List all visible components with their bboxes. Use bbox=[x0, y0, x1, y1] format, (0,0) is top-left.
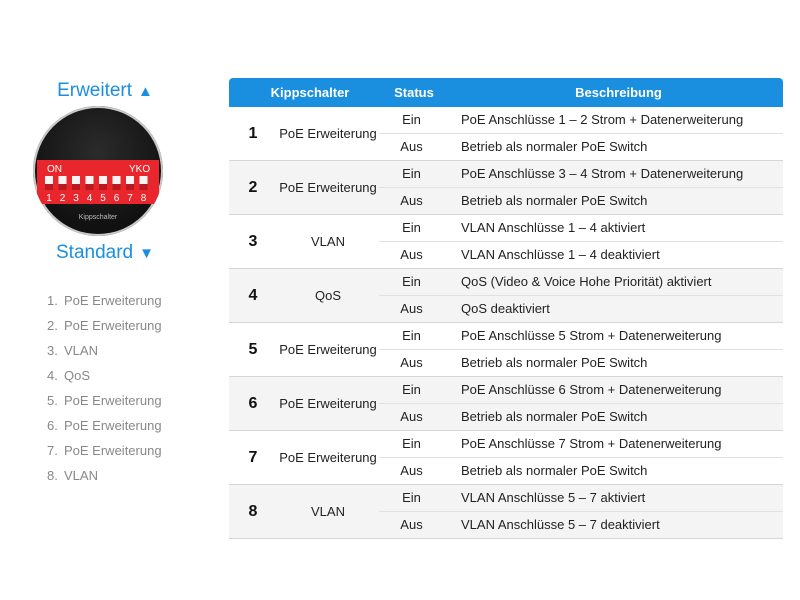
row-off bbox=[379, 296, 783, 322]
switch-number: 1 bbox=[248, 125, 258, 142]
left-panel bbox=[0, 0, 210, 600]
row-on bbox=[379, 107, 783, 134]
switch-number: 8 bbox=[248, 503, 258, 520]
status-off: Aus bbox=[400, 409, 423, 424]
feature-number: 3. bbox=[47, 343, 58, 358]
feature-label: PoE Erweiterung bbox=[64, 293, 162, 308]
row-off bbox=[379, 350, 783, 376]
status-on: Ein bbox=[402, 166, 421, 181]
description-off: VLAN Anschlüsse 5 – 7 deaktiviert bbox=[461, 517, 660, 532]
dip-number: 5 bbox=[100, 193, 106, 204]
switch-function: PoE Erweiterung bbox=[279, 450, 377, 465]
row-on bbox=[379, 269, 783, 296]
switch-number: 4 bbox=[248, 287, 258, 304]
feature-label: PoE Erweiterung bbox=[64, 443, 162, 458]
table-row bbox=[229, 377, 783, 431]
feature-list bbox=[47, 292, 162, 492]
table-row bbox=[229, 323, 783, 377]
status-off: Aus bbox=[400, 355, 423, 370]
feature-list-item bbox=[47, 392, 162, 417]
mode-extended-text: Erweitert bbox=[57, 80, 133, 101]
status-off: Aus bbox=[400, 139, 423, 154]
row-off bbox=[379, 242, 783, 268]
header-status: Status bbox=[394, 85, 434, 100]
row-on bbox=[379, 431, 783, 458]
feature-number: 1. bbox=[47, 293, 58, 308]
feature-list-item bbox=[47, 317, 162, 342]
row-off bbox=[379, 404, 783, 430]
dip-number: 6 bbox=[113, 193, 120, 204]
feature-list-item bbox=[47, 442, 162, 467]
dip-knob bbox=[45, 176, 53, 184]
header-description: Beschreibung bbox=[575, 85, 662, 100]
description-on: VLAN Anschlüsse 5 – 7 aktiviert bbox=[461, 490, 646, 505]
description-off: Betrieb als normaler PoE Switch bbox=[461, 463, 648, 478]
dip-number: 4 bbox=[86, 193, 93, 204]
description-off: VLAN Anschlüsse 1 – 4 deaktiviert bbox=[461, 247, 660, 262]
mode-extended-label bbox=[0, 80, 210, 102]
description-on: VLAN Anschlüsse 1 – 4 aktiviert bbox=[461, 220, 646, 235]
triangle-down-icon: ▼ bbox=[139, 245, 154, 262]
dip-knob bbox=[86, 176, 94, 184]
mode-standard-text: Standard bbox=[56, 242, 134, 263]
feature-list-item bbox=[47, 467, 162, 492]
row-off bbox=[379, 512, 783, 538]
status-on: Ein bbox=[402, 382, 421, 397]
description-off: Betrieb als normaler PoE Switch bbox=[461, 409, 648, 424]
status-off: Aus bbox=[400, 301, 423, 316]
switch-function: QoS bbox=[314, 288, 341, 303]
description-on: QoS (Video & Voice Hohe Priorität) aktiviert bbox=[461, 274, 712, 289]
table-row bbox=[229, 485, 783, 539]
row-on bbox=[379, 323, 783, 350]
triangle-up-icon: ▲ bbox=[138, 83, 153, 100]
switch-number: 6 bbox=[248, 395, 258, 412]
table-body bbox=[229, 107, 783, 539]
status-on: Ein bbox=[402, 274, 421, 289]
switch-function: VLAN bbox=[311, 504, 345, 519]
dip-right-label: YKO bbox=[129, 164, 151, 175]
status-off: Aus bbox=[400, 517, 423, 532]
status-on: Ein bbox=[402, 490, 421, 505]
feature-list-item bbox=[47, 417, 162, 442]
table-header bbox=[229, 78, 783, 107]
feature-label: PoE Erweiterung bbox=[64, 418, 162, 433]
feature-number: 6. bbox=[47, 418, 58, 433]
switch-table bbox=[229, 78, 783, 539]
header-switch: Kippschalter bbox=[270, 85, 350, 100]
table-row bbox=[229, 107, 783, 161]
feature-list-item bbox=[47, 342, 162, 367]
status-on: Ein bbox=[402, 220, 421, 235]
switch-number: 3 bbox=[248, 233, 258, 250]
feature-number: 2. bbox=[47, 318, 58, 333]
switch-number: 2 bbox=[248, 179, 258, 196]
dip-number: 1 bbox=[46, 193, 52, 204]
feature-number: 8. bbox=[47, 468, 58, 483]
description-off: Betrieb als normaler PoE Switch bbox=[461, 139, 648, 154]
feature-label: QoS bbox=[64, 368, 91, 383]
feature-number: 5. bbox=[47, 393, 58, 408]
status-on: Ein bbox=[402, 436, 421, 451]
switch-function: PoE Erweiterung bbox=[279, 342, 377, 357]
dip-knob bbox=[59, 176, 67, 184]
description-off: QoS deaktiviert bbox=[461, 301, 550, 316]
dip-on-label: ON bbox=[47, 164, 62, 175]
dip-knob bbox=[113, 176, 121, 184]
feature-label: VLAN bbox=[64, 343, 98, 358]
row-on bbox=[379, 161, 783, 188]
dip-number: 7 bbox=[127, 193, 133, 204]
table-row bbox=[229, 431, 783, 485]
description-on: PoE Anschlüsse 3 – 4 Strom + Datenerweiterung bbox=[461, 166, 744, 181]
feature-list-item bbox=[47, 292, 162, 317]
dip-knob bbox=[99, 176, 107, 184]
dip-switch-image bbox=[33, 106, 163, 236]
feature-number: 7. bbox=[47, 443, 58, 458]
dip-number: 3 bbox=[73, 193, 79, 204]
table-row bbox=[229, 269, 783, 323]
status-off: Aus bbox=[400, 193, 423, 208]
table-row bbox=[229, 161, 783, 215]
row-off bbox=[379, 134, 783, 160]
table-row bbox=[229, 215, 783, 269]
dip-knob bbox=[126, 176, 134, 184]
feature-label: PoE Erweiterung bbox=[64, 393, 162, 408]
row-on bbox=[379, 377, 783, 404]
status-off: Aus bbox=[400, 463, 423, 478]
status-off: Aus bbox=[400, 247, 423, 262]
mode-standard-label bbox=[0, 242, 210, 264]
feature-label: VLAN bbox=[64, 468, 98, 483]
switch-number: 5 bbox=[248, 341, 258, 358]
description-off: Betrieb als normaler PoE Switch bbox=[461, 355, 648, 370]
dip-number: 8 bbox=[140, 193, 147, 204]
row-off bbox=[379, 458, 783, 484]
switch-function: PoE Erweiterung bbox=[279, 396, 377, 411]
dip-number: 2 bbox=[59, 193, 66, 204]
row-on bbox=[379, 485, 783, 512]
description-on: PoE Anschlüsse 5 Strom + Datenerweiterung bbox=[461, 328, 722, 343]
feature-label: PoE Erweiterung bbox=[64, 318, 162, 333]
status-on: Ein bbox=[402, 328, 421, 343]
dip-caption: Kippschalter bbox=[78, 214, 118, 221]
dip-knob bbox=[140, 176, 148, 184]
description-on: PoE Anschlüsse 6 Strom + Datenerweiterung bbox=[461, 382, 722, 397]
switch-function: VLAN bbox=[311, 234, 345, 249]
status-on: Ein bbox=[402, 112, 421, 127]
description-on: PoE Anschlüsse 1 – 2 Strom + Datenerweiterung bbox=[461, 112, 744, 127]
switch-number: 7 bbox=[248, 449, 258, 466]
description-off: Betrieb als normaler PoE Switch bbox=[461, 193, 648, 208]
row-off bbox=[379, 188, 783, 214]
switch-function: PoE Erweiterung bbox=[279, 126, 377, 141]
dip-switch-graphic bbox=[33, 106, 163, 236]
description-on: PoE Anschlüsse 7 Strom + Datenerweiterung bbox=[461, 436, 722, 451]
feature-number: 4. bbox=[47, 368, 58, 383]
switch-function: PoE Erweiterung bbox=[279, 180, 377, 195]
row-on bbox=[379, 215, 783, 242]
feature-list-item bbox=[47, 367, 162, 392]
dip-knob bbox=[72, 176, 80, 184]
